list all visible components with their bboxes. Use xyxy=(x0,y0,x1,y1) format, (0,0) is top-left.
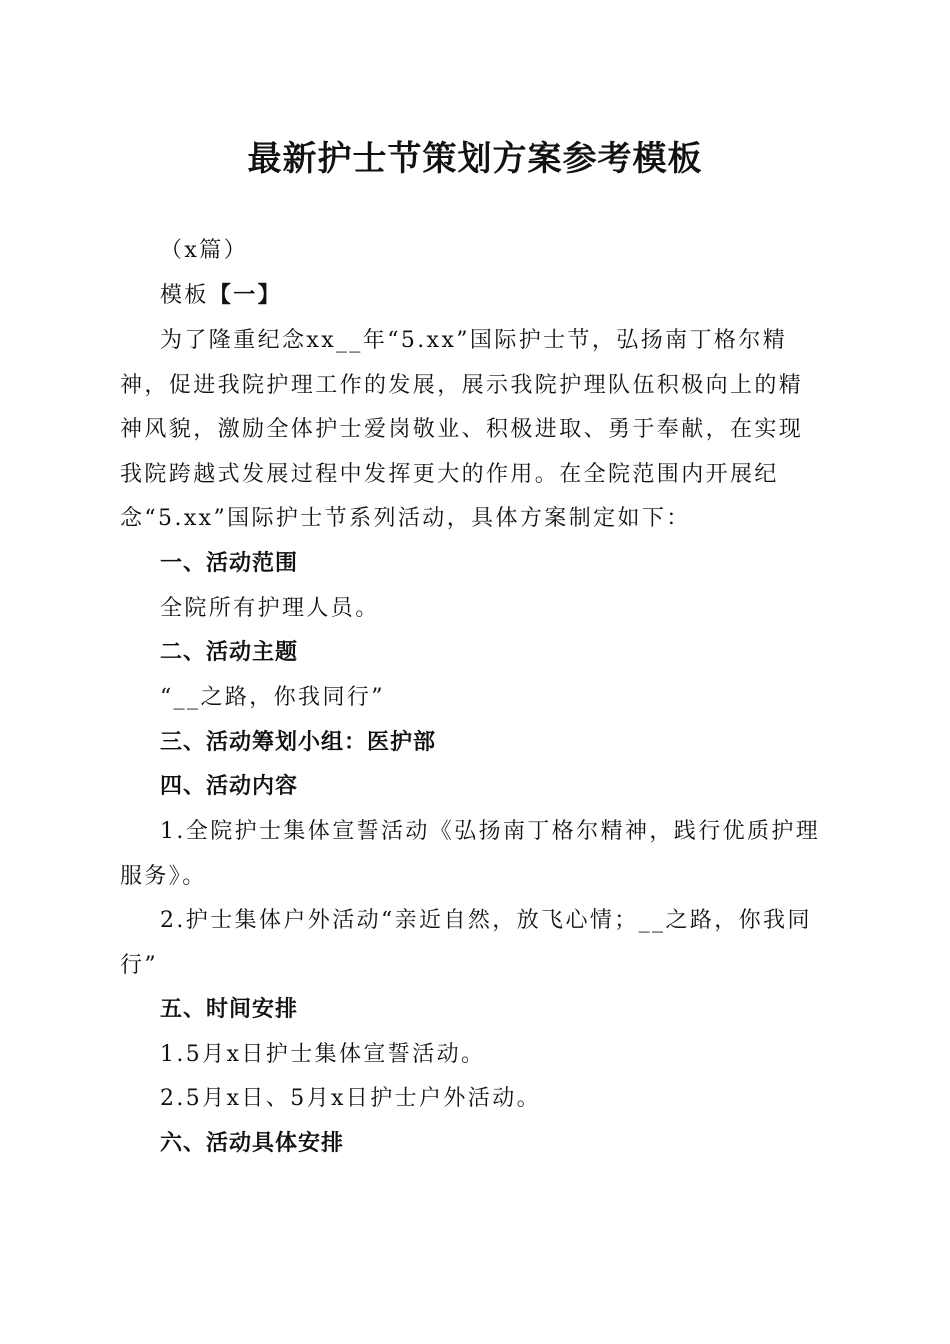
content-item-2: 2.护士集体户外活动“亲近自然，放飞心情；__之路，你我同行” xyxy=(120,908,812,978)
section-heading-content: 四、活动内容 xyxy=(160,774,299,799)
schedule-item-2: 2.5月x日、5月x日护士户外活动。 xyxy=(160,1086,541,1111)
section-heading-theme: 二、活动主题 xyxy=(160,640,299,665)
section-text-theme: “__之路，你我同行” xyxy=(160,685,385,710)
section-text-scope: 全院所有护理人员。 xyxy=(160,596,380,621)
document-title: 最新护士节策划方案参考模板 xyxy=(247,139,703,179)
template-heading xyxy=(120,274,826,319)
subtitle: （x篇） xyxy=(160,238,249,263)
intro-paragraph: 为了隆重纪念xx__年“5.xx”国际护士节，弘扬南丁格尔精神，促进我院护理工作的发展，展示我院护理队伍积极向上的精神风貌，激励全体护士爱岗敬业、积极进取、勇于奉献，在实现我院跨越式发展过程中发挥更大的作用。在全院范围内开展纪念“5.xx”国际护士节系列活动，具体方案制定如下： xyxy=(120,328,804,532)
section-heading-arrangements: 六、活动具体安排 xyxy=(160,1131,345,1156)
schedule-item-1: 1.5月x日护士集体宣誓活动。 xyxy=(160,1042,486,1067)
section-heading-scope: 一、活动范围 xyxy=(160,551,299,576)
template-label: 模板 xyxy=(160,283,209,308)
template-number: 【一】 xyxy=(208,283,283,308)
section-heading-schedule: 五、时间安排 xyxy=(160,997,299,1022)
content-item-1: 1.全院护士集体宣誓活动《弘扬南丁格尔精神，践行优质护理服务》。 xyxy=(120,819,821,889)
section-heading-planning-group: 三、活动筹划小组：医护部 xyxy=(160,730,437,755)
